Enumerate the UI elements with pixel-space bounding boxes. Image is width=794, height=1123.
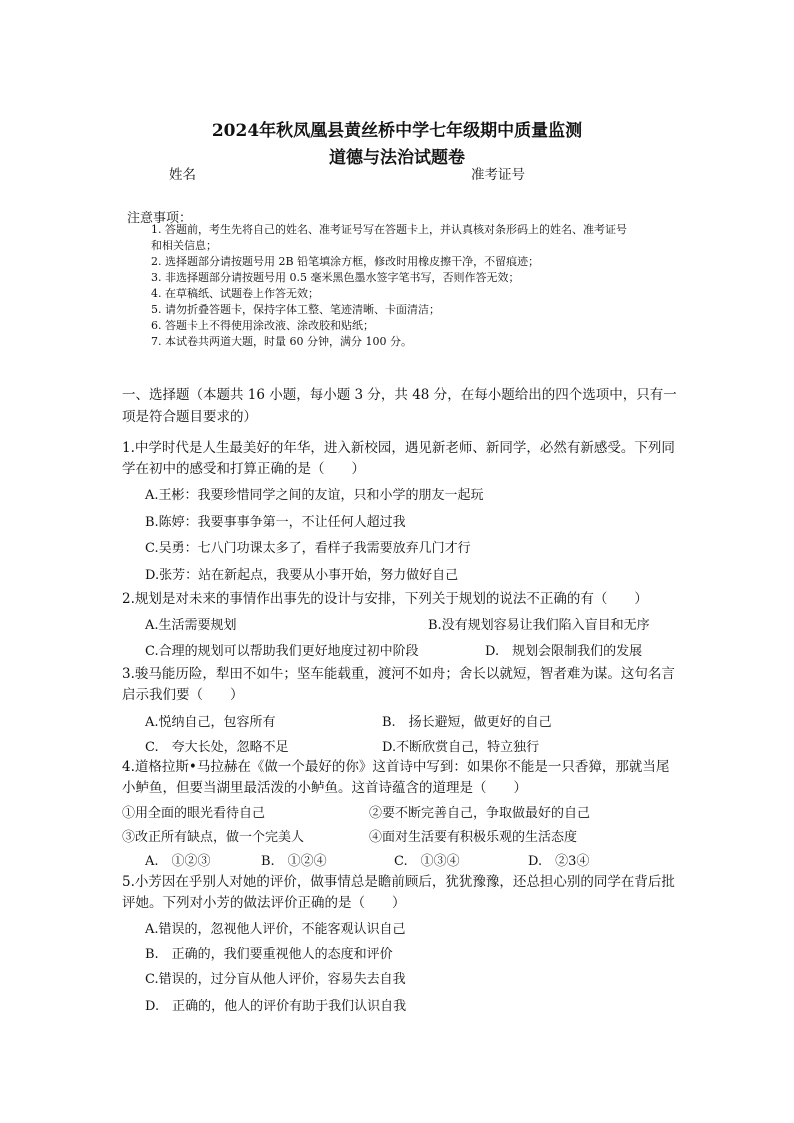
exam-subject-title: 道德与法治试题卷: [329, 148, 465, 168]
notice-item: 2. 选择题部分请按题号用 2B 铅笔填涂方框，修改时用橡皮擦干净，不留痕迹；: [151, 255, 540, 268]
question-1-option-d: D.张芳：站在新起点，我要从小事开始，努力做好自己: [145, 568, 459, 583]
notice-item: 6. 答题卡上不得使用涂改液、涂改胶和贴纸；: [151, 319, 374, 332]
question-3-option-b: B. 扬长避短，做更好的自己: [382, 715, 552, 730]
notice-item: 7. 本试卷共两道大题，时量 60 分钟，满分 100 分。: [151, 335, 412, 348]
exam-title: 2024年秋凤凰县黄丝桥中学七年级期中质量监测: [211, 121, 583, 141]
question-3-option-a: A.悦纳自己，包容所有: [145, 715, 276, 730]
question-1-option-b: B.陈婷：我要事事争第一，不让任何人超过我: [145, 515, 406, 530]
section-heading: 一、选择题（本题共 16 小题，每小题 3 分，共 48 分，在每小题给出的四个选项中，只有一项是符合题目要求的）: [122, 387, 677, 425]
notice-item: 4. 在草稿纸、试题卷上作答无效；: [151, 287, 319, 300]
question-4-option-b: B. ①②④: [261, 854, 327, 869]
question-4-stem: 4.道格拉斯•马拉赫在《做一个最好的你》这首诗中写到：如果你不能是一只香獐，那就当尾小鲈鱼，但要当湖里最活泼的小鲈鱼。这首诗蕴含的道理是（ ）: [122, 759, 670, 796]
question-2-option-d: D. 规划会限制我们的发展: [485, 644, 643, 659]
exam-number-label: 准考证号: [471, 167, 525, 183]
question-4-statement-4: ④面对生活要有积极乐观的生活态度: [369, 830, 578, 845]
question-4-option-d: D. ②3④: [528, 854, 590, 869]
question-1-option-a: A.王彬：我要珍惜同学之间的友谊，只和小学的朋友一起玩: [145, 488, 484, 503]
name-label: 姓名: [169, 167, 196, 183]
question-4-option-a: A. ①②③: [145, 854, 211, 869]
question-5-option-b: B. 正确的，我们要重视他人的态度和评价: [145, 947, 393, 962]
question-4-statement-3: ③改正所有缺点，做一个完美人: [122, 830, 305, 845]
question-5-option-a: A.错误的，忽视他人评价，不能客观认识自己: [145, 922, 406, 937]
question-3-option-d: D.不断欣赏自己，特立独行: [382, 740, 540, 755]
question-3-option-c: C. 夸大长处，忽略不足: [145, 740, 289, 755]
notice-item: 和相关信息；: [151, 239, 217, 252]
question-4-statement-2: ②要不断完善自己，争取做最好的自己: [369, 806, 591, 821]
question-1-stem: 1.中学时代是人生最美好的年华，进入新校园，遇见新老师、新同学，必然有新感受。下列同学在初中的感受和打算正确的是（ ）: [122, 440, 675, 477]
question-5-stem: 5.小芳因在乎别人对她的评价，做事情总是瞻前顾后，犹犹豫豫，还总担心别的同学在背后批评她。下列对小芳的做法评价正确的是（ ）: [122, 874, 675, 911]
question-5-option-d: D. 正确的，他人的评价有助于我们认识自我: [145, 999, 407, 1014]
question-4-statement-1: ①用全面的眼光看待自己: [122, 806, 266, 821]
notice-item: 1. 答题前，考生先将自己的姓名、准考证号写在答题卡上，并认真核对条形码上的姓名、准考证号: [151, 223, 627, 236]
notice-item: 5. 请勿折叠答题卡，保持字体工整、笔迹清晰、卡面清洁；: [151, 303, 440, 316]
question-5-option-c: C.错误的，过分盲从他人评价，容易失去自我: [145, 972, 406, 987]
question-4-option-c: C. ①③④: [394, 854, 460, 869]
question-2-option-a: A.生活需要规划: [145, 618, 237, 633]
question-1-option-c: C.吴勇：七八门功课太多了，看样子我需要放弃几门才行: [145, 541, 471, 556]
notice-item: 3. 非选择题部分请按题号用 0.5 毫米黑色墨水签字笔书写，否则作答无效；: [151, 271, 520, 284]
question-2-option-c: C.合理的规划可以帮助我们更好地度过初中阶段: [145, 644, 419, 659]
question-2-stem: 2.规划是对未来的事情作出事先的设计与安排，下列关于规划的说法不正确的有（ ）: [122, 591, 648, 607]
notice-heading: 注意事项：: [127, 211, 193, 226]
question-2-option-b: B.没有规划容易让我们陷入盲目和无序: [428, 618, 650, 633]
question-3-stem: 3.骏马能历险，犁田不如牛；坚车能载重，渡河不如舟；舍长以就短，智者难为谋。这句名言启示我们要（ ）: [122, 666, 675, 703]
